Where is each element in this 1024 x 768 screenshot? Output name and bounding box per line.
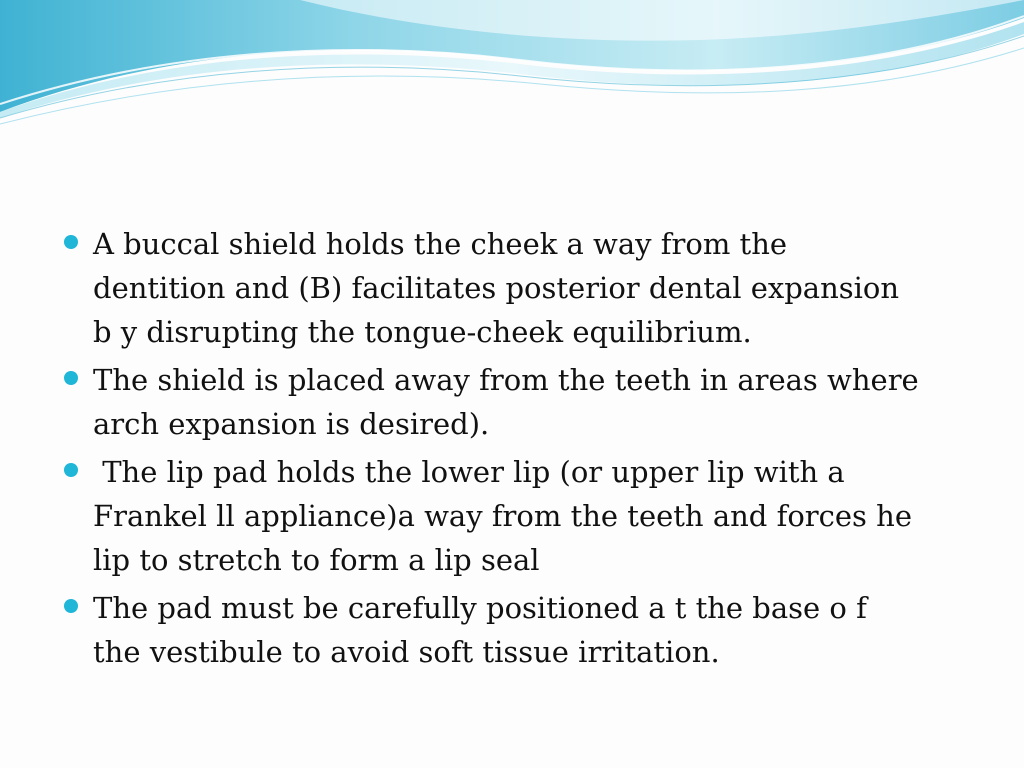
bullet-line: lip to stretch to form a lip seal: [93, 543, 540, 577]
bullet-line: The lip pad holds the lower lip (or upper lip with a: [93, 455, 845, 489]
bullet-dot-icon: [64, 371, 78, 385]
bullet-line: Frankel ll appliance)a way from the teeth and forces he: [93, 499, 912, 533]
bullet-dot-icon: [64, 235, 78, 249]
bullet-line: dentition and (B) facilitates posterior dental expansion: [93, 271, 900, 305]
bullet-line: b y disrupting the tongue-cheek equilibrium.: [93, 315, 752, 349]
bullet-line: arch expansion is desired).: [93, 407, 490, 441]
bullet-item: [64, 450, 974, 582]
bullet-line: the vestibule to avoid soft tissue irritation.: [93, 635, 720, 669]
bullet-item: [64, 586, 974, 674]
bullet-line: The pad must be carefully positioned a t the base o f: [93, 591, 867, 625]
bullet-line: The shield is placed away from the teeth in areas where: [93, 363, 919, 397]
header-wave-decoration: [0, 0, 1024, 130]
bullet-line: A buccal shield holds the cheek a way from the: [93, 227, 788, 261]
bullet-dot-icon: [64, 599, 78, 613]
bullet-item: [64, 222, 974, 354]
bullet-list: [64, 222, 974, 678]
bullet-item: [64, 358, 974, 446]
bullet-dot-icon: [64, 463, 78, 477]
